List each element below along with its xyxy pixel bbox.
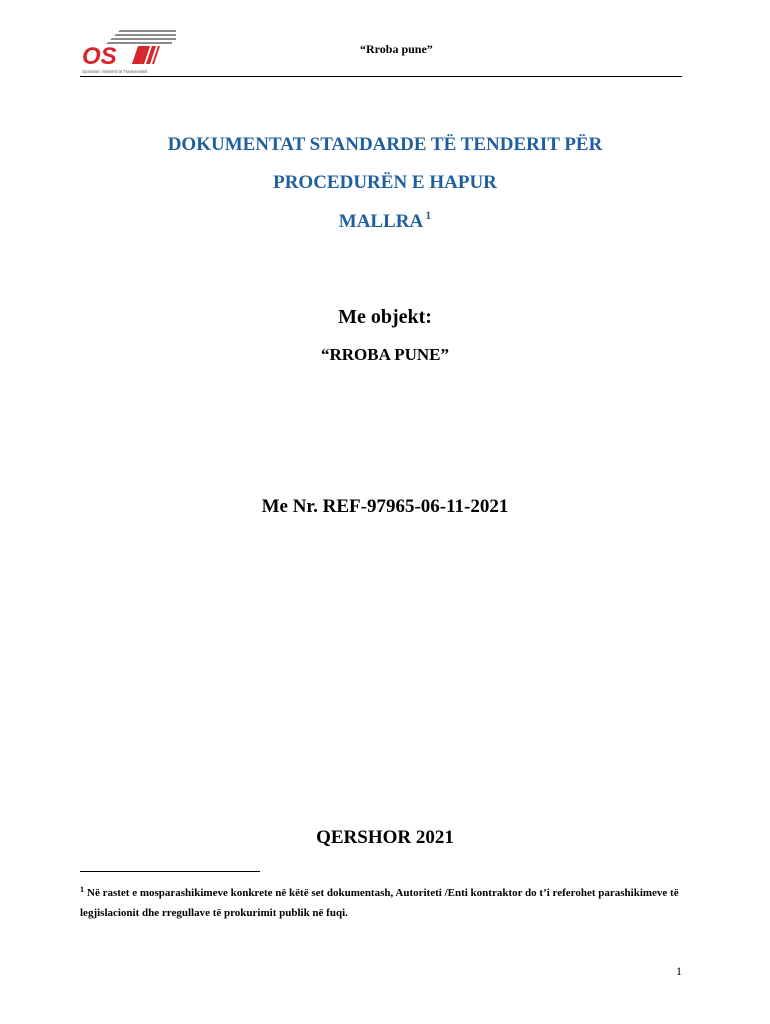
footnote xyxy=(80,880,690,923)
os-logo-graphic xyxy=(80,26,180,78)
reference-number: Me Nr. REF-97965-06-11-2021 xyxy=(261,496,509,517)
footnote-text: Në rastet e mosparashikimeve konkrete në këtë set dokumentash, Autoriteti /Enti kontraktor do t’i referohet parashikimeve të legjislacionit dhe rregullave të prokurimit publik në fuqi. xyxy=(80,887,679,919)
company-logo xyxy=(80,26,180,78)
running-header-title: “Rroba pune” xyxy=(360,42,433,56)
title-mallra: MALLRA xyxy=(338,211,424,232)
document-title-line-1: DOKUMENTAT STANDARDE TË TENDERIT PËR xyxy=(167,134,603,155)
document-title-line-3 xyxy=(0,208,770,233)
logo-os-letters: OS xyxy=(82,43,117,70)
logo-subtext: Operatori i Sistemit të Transmetimit xyxy=(82,69,148,74)
object-label: Me objekt: xyxy=(338,306,432,328)
footnote-reference-marker[interactable]: 1 xyxy=(425,208,432,222)
document-title-line-2: PROCEDURËN E HAPUR xyxy=(273,172,497,193)
object-value: “RROBA PUNE” xyxy=(321,345,449,364)
footnote-marker: 1 xyxy=(80,885,84,894)
page-number: 1 xyxy=(676,964,682,978)
footnote-divider xyxy=(80,871,260,872)
header-divider xyxy=(80,76,682,77)
document-date: QERSHOR 2021 xyxy=(316,827,454,848)
